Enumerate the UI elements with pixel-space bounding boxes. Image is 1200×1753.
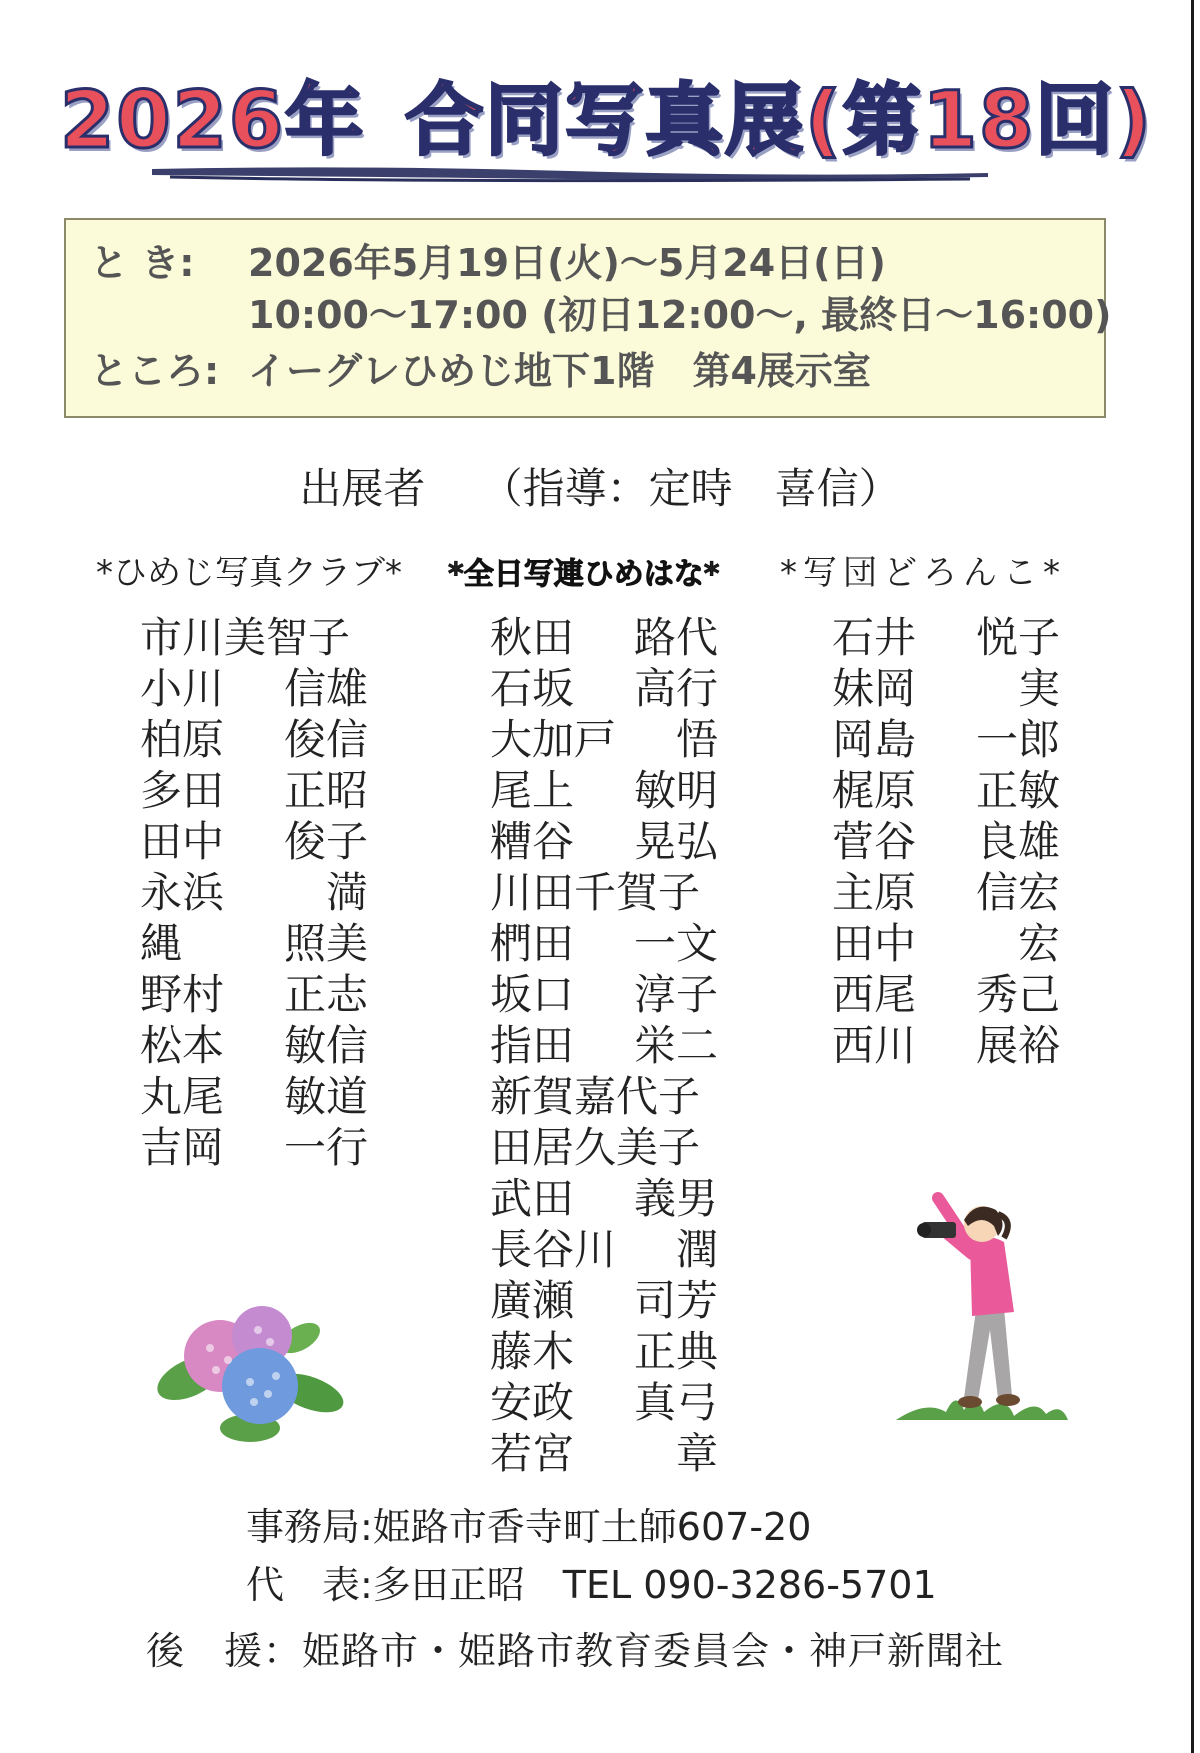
member-surname: 大加戸 [490,715,617,764]
member-name [490,969,718,1020]
title-brush-underline [150,163,990,185]
member-given-name: 晃弘 [633,817,718,866]
member-given-name: 実 [1017,664,1060,713]
member-name [140,663,368,714]
member-given-name: 敏道 [283,1072,368,1121]
member-surname: 岡島 [832,715,917,764]
member-name [832,663,1060,714]
member-surname: 石坂 [490,664,575,713]
member-column-himehana [490,612,718,1479]
member-name [832,816,1060,867]
member-surname: 丸尾 [140,1072,225,1121]
member-surname: 柏原 [140,715,225,764]
member-name [490,1428,718,1479]
where-value: イーグレひめじ地下1階 第4展示室 [248,349,871,393]
member-surname: 川田千賀子 [490,868,701,917]
member-name [140,1020,368,1071]
when-times: 10:00～17:00 (初日12:00～, 最終日～16:00) [248,293,1112,337]
member-surname: 妹岡 [832,664,917,713]
photographer-girl-icon [886,1180,1076,1430]
member-given-name: 義男 [633,1174,718,1223]
member-given-name: 淳子 [633,970,718,1019]
member-surname: 藤木 [490,1327,575,1376]
member-given-name: 一行 [283,1123,368,1172]
member-given-name: 高行 [633,664,718,713]
member-given-name: 正昭 [283,766,368,815]
group-label-himehana: *全日写連ひめはな* [448,557,720,592]
group-label-doronko: *写団どろんこ* [780,553,1066,593]
member-surname: 廣瀬 [490,1276,575,1325]
member-name [490,765,718,816]
member-surname: 新賀嘉代子 [490,1072,701,1121]
member-surname: 野村 [140,970,225,1019]
member-name [832,918,1060,969]
member-surname: 市川美智子 [140,613,351,662]
member-given-name: 悟 [675,715,718,764]
member-name [832,867,1060,918]
member-surname: 菅谷 [832,817,917,866]
group-label-himeji: *ひめじ写真クラブ* [96,553,402,593]
footer-office: 事務局:姫路市香寺町土師607-20 [246,1505,812,1549]
member-name [140,612,368,663]
exhibitors-heading: 出展者 （指導：定時 喜信） [299,464,901,513]
member-surname: 尾上 [490,766,575,815]
member-name [490,612,718,663]
member-name [832,612,1060,663]
member-surname: 指田 [490,1021,575,1070]
member-surname: 田居久美子 [490,1123,701,1172]
member-surname: 坂口 [490,970,575,1019]
when-label: と き: [90,241,195,285]
member-name [490,1122,718,1173]
member-surname: 安政 [490,1378,575,1427]
member-given-name: 一文 [633,919,718,968]
member-given-name: 悦子 [975,613,1060,662]
member-given-name: 正典 [633,1327,718,1376]
member-given-name: 一郎 [975,715,1060,764]
member-given-name: 良雄 [975,817,1060,866]
member-column-doronko [832,612,1060,1071]
when-dates: 2026年5月19日(火)～5月24日(日) [248,241,886,285]
member-given-name: 敏信 [283,1021,368,1070]
member-name [140,816,368,867]
member-name [490,816,718,867]
member-given-name: 俊信 [283,715,368,764]
member-given-name: 信宏 [975,868,1060,917]
member-given-name: 敏明 [633,766,718,815]
member-name [490,714,718,765]
member-given-name: 秀己 [975,970,1060,1019]
member-name [490,867,718,918]
member-given-name: 俊子 [283,817,368,866]
member-surname: 吉岡 [140,1123,225,1172]
member-surname: 石井 [832,613,917,662]
member-name [832,765,1060,816]
member-name [832,969,1060,1020]
member-name [490,918,718,969]
member-surname: 主原 [832,868,917,917]
member-name [490,1377,718,1428]
member-name [832,714,1060,765]
scan-edge-line [1191,0,1194,1753]
member-name [490,1173,718,1224]
member-surname: 秋田 [490,613,575,662]
page-title [60,58,1153,170]
member-name [832,1020,1060,1071]
member-surname: 梶原 [832,766,917,815]
title-main: 合同写真展(第18回) [405,76,1153,166]
member-name [490,1224,718,1275]
footer-representative: 代 表:多田正昭 TEL 090-3286-5701 [246,1563,937,1607]
member-surname: 小川 [140,664,225,713]
member-surname: 西川 [832,1021,917,1070]
member-name [140,714,368,765]
member-given-name: 展裕 [975,1021,1060,1070]
member-surname: 田中 [832,919,917,968]
member-name [140,765,368,816]
member-given-name: 路代 [633,613,718,662]
member-given-name: 司芳 [633,1276,718,1325]
member-given-name: 正敏 [975,766,1060,815]
member-name [490,1071,718,1122]
member-given-name: 照美 [283,919,368,968]
member-surname: 縄 [140,919,183,968]
member-name [490,1020,718,1071]
info-box [64,218,1112,418]
footer-support: 後 援：姫路市・姫路市教育委員会・神戸新聞社 [146,1629,1005,1673]
member-name [140,1122,368,1173]
member-surname: 多田 [140,766,225,815]
where-label: ところ: [90,349,220,393]
member-name [490,1275,718,1326]
member-name [140,1071,368,1122]
member-surname: 西尾 [832,970,917,1019]
member-given-name: 潤 [675,1225,718,1274]
member-surname: 若宮 [490,1429,575,1478]
member-surname: 田中 [140,817,225,866]
member-surname: 松本 [140,1021,225,1070]
member-surname: 椚田 [490,919,575,968]
member-name [140,918,368,969]
member-given-name: 真弓 [633,1378,718,1427]
member-given-name: 信雄 [283,664,368,713]
member-surname: 長谷川 [490,1225,617,1274]
member-surname: 永浜 [140,868,225,917]
title-year: 2026年 [60,76,366,166]
member-given-name: 栄二 [633,1021,718,1070]
member-surname: 武田 [490,1174,575,1223]
member-surname: 糟谷 [490,817,575,866]
member-given-name: 宏 [1017,919,1060,968]
member-column-himeji [140,612,368,1173]
member-name [490,1326,718,1377]
member-given-name: 章 [675,1429,718,1478]
member-given-name: 正志 [283,970,368,1019]
hydrangea-icon [150,1298,350,1448]
member-name [140,969,368,1020]
member-name [140,867,368,918]
member-given-name: 満 [325,868,368,917]
member-name [490,663,718,714]
